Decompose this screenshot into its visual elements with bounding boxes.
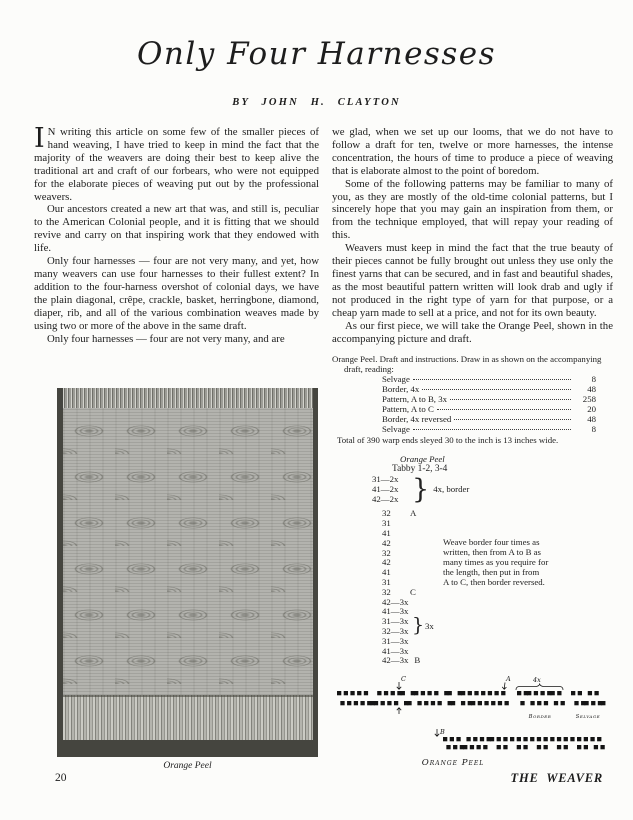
paragraph: Only four harnesses — four are not very many, and are — [47, 332, 285, 345]
instructions-intro: Orange Peel. Draft and instructions. Draw in as shown on the accompanying draft, reading: — [332, 354, 602, 375]
right-column — [332, 126, 613, 666]
draft-squares — [337, 691, 605, 749]
sequence-row: 32 A — [382, 508, 417, 519]
draft-label-b: B — [440, 728, 445, 736]
instruction-cell: 20 — [587, 404, 596, 415]
border-group-lines — [372, 475, 412, 504]
paragraph: Weavers must keep in mind the fact that the true beauty of their pieces cannot be fully brought out unless they use only the finest yarns that can be secured, and in fast and beautiful shades, as the most beautiful pattern written will look drab and ugly if not produced in the right type of yarn for that purpose, or a cheap yarn made to sell at a price, and not for its own beauty. — [332, 242, 613, 319]
instruction-row — [382, 424, 596, 434]
tail-brace-label: 3x — [425, 620, 434, 631]
instruction-cell: Pattern, A to B, 3x — [382, 394, 448, 405]
sequence-row: 42—3x B — [382, 655, 421, 666]
sequence-note-line: A to C, then border reversed. — [443, 576, 545, 587]
draft-label-selvage: Selvage — [575, 714, 601, 720]
sequence-row: 41 — [382, 567, 391, 578]
instruction-cell — [422, 389, 571, 390]
arrow-up-icon — [397, 708, 401, 714]
instruction-row — [382, 414, 596, 424]
sequence-row: 32 C — [382, 586, 416, 597]
paragraph: As our first piece, we will take the Orange Peel, shown in the accompanying picture and draft. — [332, 319, 613, 345]
fabric-photo — [57, 388, 318, 757]
paragraph-text: N writing this article on some few of the smaller pieces of hand weaving, I have tried to keep in mind the fact that the majority of the weavers are doing their best to keep alive the traditional art and craft of our forbears, who were not equipped for the elaborate pieces of weaving put out by the professional weavers. — [34, 126, 319, 203]
draft-caption: Orange Peel — [421, 758, 485, 768]
sequence-row: 42 — [382, 557, 391, 568]
drop-cap: I — [34, 123, 45, 154]
photo-fringe-top — [63, 388, 313, 408]
article-title: Only Four Harnesses — [137, 36, 496, 72]
page-number: 20 — [55, 772, 67, 784]
threading-sequence — [332, 455, 613, 666]
draft-label-border: Border — [528, 714, 552, 720]
instruction-cell: 258 — [582, 394, 596, 405]
sequence-note-line: written, then from A to B as — [443, 547, 541, 558]
paragraph: Only four harnesses — four are not very many, and yet, how many weavers can use four harnesses to their fullest extent? In addition to the four-harness overshot of colonial days, we have the plain diagonal, crêpe, crackle, basket, herringbone, diamond, diaper, rib, and all of the various combination weaves made by using two or more of the above in the same draft. — [34, 255, 319, 332]
instruction-cell: 8 — [591, 424, 596, 435]
paragraph: we glad, when we set up our looms, that we do not have to follow a draft for ten, twelve or more harnesses, the intense concentration, the hours of time to produce a piece of weaving that is elaborate almost to the point of boredom. — [332, 126, 613, 177]
border-group-label: 4x, border — [433, 483, 470, 494]
paragraph: Our ancestors created a new art that was, and still is, peculiar to the American Colonial people, and it is fitting that we should revive and carry on that inspiring work that they endowed with life. — [34, 203, 319, 255]
border-group-line: 42—2x — [372, 493, 399, 504]
instruction-cell: Border, 4x reversed — [382, 414, 452, 425]
instructions-total: Total of 390 warp ends sleyed 30 to the inch is 13 inches wide. — [337, 435, 559, 446]
instruction-row — [382, 374, 596, 384]
brace-icon — [516, 684, 563, 690]
instruction-row — [382, 384, 596, 394]
sequence-row: 42 — [382, 537, 391, 548]
arrow-down-icon — [435, 729, 439, 736]
sequence-mid-rows — [332, 509, 613, 597]
sequence-row: 31—3x — [382, 635, 409, 646]
sequence-row: 41—3x — [382, 645, 409, 656]
instruction-list — [382, 374, 596, 434]
instruction-cell: Selvage — [382, 424, 410, 435]
instruction-cell: Border, 4x — [382, 384, 420, 395]
instruction-cell: Selvage — [382, 374, 410, 385]
photo-fringe-bottom — [63, 695, 313, 740]
instruction-cell — [413, 379, 571, 380]
sequence-note — [443, 538, 573, 587]
photo-caption: Orange Peel — [163, 761, 212, 771]
instruction-cell — [454, 419, 571, 420]
article-byline: BY JOHN H. CLAYTON — [232, 97, 401, 108]
journal-name: THE WEAVER — [510, 771, 603, 785]
sequence-note-line: Weave border four times as — [443, 537, 540, 548]
instruction-cell: 8 — [591, 374, 596, 385]
sequence-row: 31 — [382, 518, 391, 529]
weaving-draft-diagram — [330, 673, 620, 773]
instruction-row — [382, 394, 596, 404]
sequence-row: 31 — [382, 576, 391, 587]
sequence-note-line: many times as you require for — [443, 556, 549, 567]
sequence-row: 41 — [382, 527, 391, 538]
sequence-note-line: the length, then put in from — [443, 566, 540, 577]
sequence-row: 41—3x — [382, 606, 409, 617]
left-column — [34, 123, 319, 345]
instruction-cell: 48 — [587, 384, 596, 395]
brace-glyph: } — [412, 613, 425, 636]
sequence-row: 42—3x — [382, 596, 409, 607]
draft-label-4x: 4x — [533, 676, 541, 684]
sequence-row: 32—3x — [382, 625, 409, 636]
instruction-cell — [413, 429, 571, 430]
sequence-tail-rows — [332, 598, 613, 667]
instruction-row — [382, 404, 596, 414]
sequence-row: 31—3x — [382, 616, 409, 627]
brace-glyph: } — [412, 474, 430, 506]
draft-label-a: A — [506, 675, 511, 683]
draft-instructions — [332, 354, 613, 445]
border-group — [372, 475, 613, 504]
arrow-down-icon — [502, 683, 506, 690]
border-group-line: 31—2x — [372, 474, 399, 484]
instruction-cell — [450, 399, 571, 400]
sequence-tabby: Tabby 1-2, 3-4 — [392, 464, 448, 475]
draft-label-c: C — [401, 675, 406, 683]
instruction-cell: 48 — [587, 414, 596, 425]
instruction-cell: Pattern, A to C — [382, 404, 434, 415]
photo-fabric-texture — [63, 408, 313, 695]
border-group-line: 41—2x — [372, 483, 399, 494]
paragraph: Some of the following patterns may be familiar to many of you, as they are mostly of the old-time colonial patterns, but I sincerely hope that you may gain an inspiration from them, or from the technique employed, that will repay your reading of this. — [332, 177, 613, 242]
sequence-heading: Orange Peel — [400, 454, 445, 465]
instruction-cell — [437, 409, 571, 410]
sequence-row: 32 — [382, 547, 391, 558]
paragraph — [34, 123, 319, 203]
arrow-down-icon — [397, 682, 401, 689]
